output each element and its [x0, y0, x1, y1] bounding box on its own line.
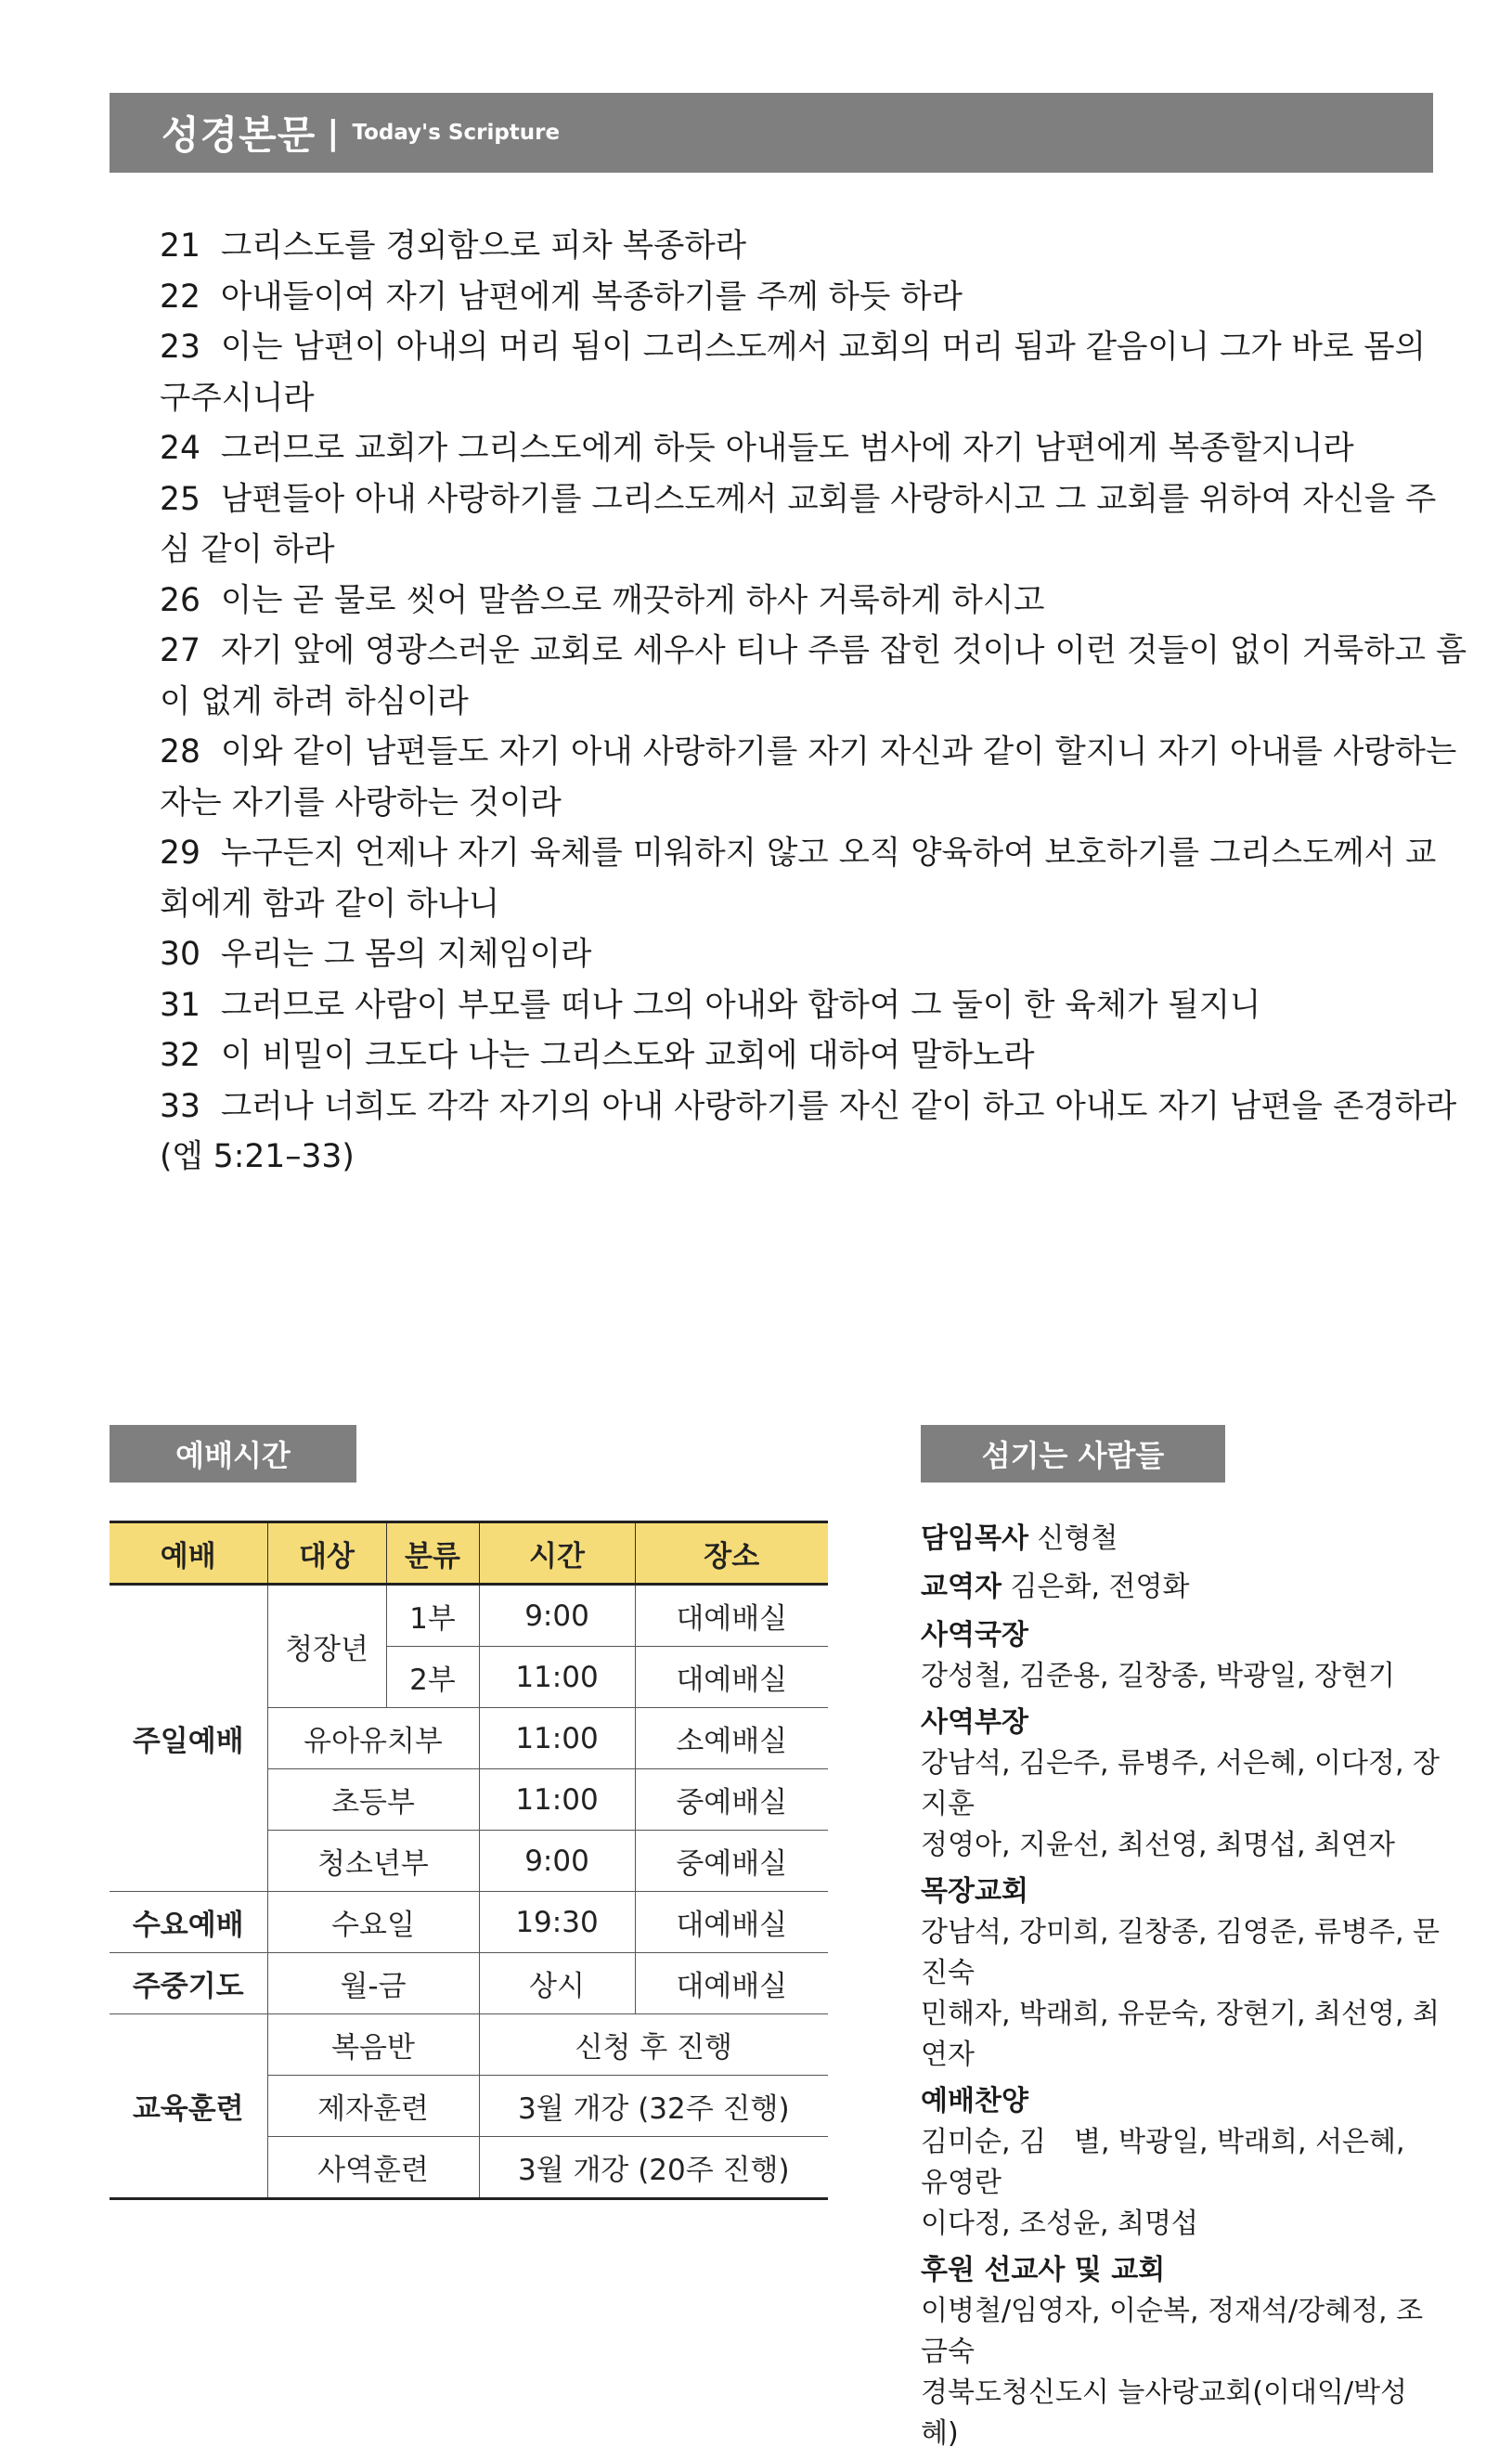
role-names: 이병철/임영자, 이순복, 정재석/강혜정, 조금숙 [921, 2295, 1424, 2368]
staff-label: 섬기는 사람들 [921, 1425, 1225, 1482]
verse-text: 자기 앞에 영광스러운 교회로 세우사 티나 주름 잡힌 것이나 이런 것들이 없이 거룩하고 흠 [220, 632, 1467, 669]
scripture-line [160, 677, 1394, 728]
time-cell: 19:30 [479, 1892, 635, 1953]
table-row [110, 2014, 828, 2076]
verse-number: 33 [160, 1087, 200, 1125]
time-cell: 9:00 [479, 1585, 635, 1647]
table-row [110, 1585, 828, 1647]
scripture-line [160, 272, 1394, 323]
place-cell: 중예배실 [635, 1831, 828, 1892]
category-sunday: 주일예배 [110, 1585, 267, 1892]
target-cell: 유아유치부 [267, 1708, 479, 1769]
verse-text: 그러므로 교회가 그리스도에게 하듯 아내들도 범사에 자기 남편에게 복종할지니라 [220, 430, 1354, 467]
verse-number: 23 [160, 329, 200, 366]
scripture-line [160, 221, 1394, 272]
time-cell: 상시 [479, 1953, 635, 2014]
role-label: 예배찬양 [921, 2085, 1028, 2117]
role-names: 경북도청신도시 늘사랑교회(이대익/박성혜) [921, 2376, 1408, 2450]
staff-missions [921, 2250, 1441, 2454]
role-names: 강남석, 김은주, 류병주, 서은혜, 이다정, 장지훈 [921, 1747, 1441, 1820]
scripture-line [160, 423, 1394, 474]
time-cell: 11:00 [479, 1647, 635, 1708]
place-cell: 대예배실 [635, 1953, 828, 2014]
role-names: 신형철 [1037, 1522, 1118, 1555]
role-names: 이다정, 조성윤, 최명섭 [921, 2208, 1198, 2240]
verse-number: 27 [160, 632, 200, 669]
role-names: 강성철, 김준용, 길창종, 박광일, 장현기 [921, 1660, 1395, 1692]
part-cell: 2부 [386, 1647, 479, 1708]
scripture-line [160, 727, 1457, 778]
verse-text: 이 비밀이 크도다 나는 그리스도와 교회에 대하여 말하노라 [220, 1037, 1035, 1074]
scripture-line [160, 576, 1394, 627]
category-education: 교육훈련 [110, 2014, 267, 2199]
verse-number: 21 [160, 227, 200, 265]
verse-text: 우리는 그 몸의 지체임이라 [220, 936, 592, 973]
header-part: 분류 [386, 1522, 479, 1585]
header-place: 장소 [635, 1522, 828, 1585]
scripture-line [160, 373, 1394, 424]
place-cell: 대예배실 [635, 1892, 828, 1953]
role-names: 정영아, 지윤선, 최선영, 최명섭, 최연자 [921, 1829, 1395, 1861]
target-cell: 복음반 [267, 2014, 479, 2076]
part-cell: 1부 [386, 1585, 479, 1647]
verse-number: 24 [160, 430, 200, 467]
verse-text: 구주시니라 [160, 379, 315, 417]
scripture-line [160, 778, 1394, 829]
verse-number: 26 [160, 581, 200, 619]
role-names: 김미순, 김 별, 박광일, 박래희, 서은혜, 유영란 [921, 2126, 1405, 2199]
role-label: 사역국장 [921, 1619, 1028, 1651]
scripture-line [160, 879, 1394, 930]
table-row [110, 1892, 828, 1953]
verse-number: 22 [160, 278, 200, 316]
target-cell: 수요일 [267, 1892, 479, 1953]
verse-text: 이는 곧 물로 씻어 말씀으로 깨끗하게 하사 거룩하게 하시고 [220, 581, 1045, 619]
verse-number: 30 [160, 936, 200, 973]
staff-list [921, 1519, 1441, 2460]
verse-text: 남편들아 아내 사랑하기를 그리스도께서 교회를 사랑하시고 그 교회를 위하여 자신을 주 [220, 480, 1437, 518]
scripture-header [110, 93, 1433, 173]
time-cell: 11:00 [479, 1769, 635, 1831]
scripture-line [160, 828, 1437, 879]
staff-shepherd [921, 1871, 1441, 2076]
target-cell: 제자훈련 [267, 2076, 479, 2137]
target-cell: 청소년부 [267, 1831, 479, 1892]
role-names: 민해자, 박래희, 유문숙, 장현기, 최선영, 최연자 [921, 1998, 1441, 2071]
table-header-row [110, 1522, 828, 1585]
staff-pastor [921, 1519, 1441, 1560]
verse-text: 이 없게 하려 하심이라 [160, 682, 469, 720]
role-label: 교역자 [921, 1571, 1002, 1603]
role-label: 후원 선교사 및 교회 [921, 2254, 1166, 2286]
scripture-line [160, 626, 1467, 677]
staff-minister [921, 1567, 1441, 1608]
verse-text: 이와 같이 남편들도 자기 아내 사랑하기를 자기 자신과 같이 할지니 자기 아내를 사랑하는 [220, 733, 1457, 770]
header-time: 시간 [479, 1522, 635, 1585]
role-label: 사역부장 [921, 1706, 1028, 1739]
scripture-line [160, 322, 1426, 373]
verse-text: 이는 남편이 아내의 머리 됨이 그리스도께서 교회의 머리 됨과 같음이니 그가 바로 몸의 [220, 329, 1426, 366]
category-wednesday: 수요예배 [110, 1892, 267, 1953]
verse-text: 그리스도를 경외함으로 피차 복종하라 [220, 227, 747, 265]
role-names: 강남석, 강미희, 길창종, 김영준, 류병주, 문진숙 [921, 1916, 1441, 1989]
staff-director [921, 1615, 1441, 1697]
header-subtitle: Today's Scripture [352, 121, 561, 145]
header-title: 성경본문 [162, 112, 317, 158]
target-cell: 초등부 [267, 1769, 479, 1831]
verse-text: 그러나 너희도 각각 자기의 아내 사랑하기를 자신 같이 하고 아내도 자기 남편을 존경하라 [220, 1087, 1457, 1125]
role-label: 목장교회 [921, 1875, 1028, 1908]
target-cell: 월-금 [267, 1953, 479, 2014]
scripture-line [160, 1081, 1457, 1133]
verse-text: 아내들이여 자기 남편에게 복종하기를 주께 하듯 하라 [220, 278, 963, 316]
target-cell: 사역훈련 [267, 2137, 479, 2199]
scripture-line [160, 1030, 1394, 1081]
header-worship: 예배 [110, 1522, 267, 1585]
header-target: 대상 [267, 1522, 386, 1585]
target-young-adult: 청장년 [267, 1585, 386, 1708]
time-cell: 9:00 [479, 1831, 635, 1892]
verse-text: 자는 자기를 사랑하는 것이라 [160, 783, 562, 822]
scripture-text [160, 221, 1467, 1183]
verse-number: 31 [160, 986, 200, 1024]
scripture-line [160, 474, 1437, 525]
scripture-line [160, 1132, 1394, 1183]
scripture-line [160, 929, 1394, 980]
verse-text: 누구든지 언제나 자기 육체를 미워하지 않고 오직 양육하여 보호하기를 그리스도께서 교 [220, 835, 1437, 872]
verse-text: 심 같이 하라 [160, 531, 335, 568]
place-cell: 중예배실 [635, 1769, 828, 1831]
staff-deputy [921, 1703, 1441, 1866]
worship-time-label: 예배시간 [110, 1425, 356, 1482]
verse-text: 그러므로 사람이 부모를 떠나 그의 아내와 합하여 그 둘이 한 육체가 될지니 [220, 986, 1261, 1024]
role-names: 김은화, 전영화 [1010, 1571, 1190, 1603]
verse-number: 32 [160, 1037, 200, 1074]
header-separator: | [327, 113, 340, 152]
place-cell: 소예배실 [635, 1708, 828, 1769]
verse-number: 25 [160, 480, 200, 518]
scripture-line [160, 980, 1394, 1031]
time-cell: 11:00 [479, 1708, 635, 1769]
place-cell: 대예배실 [635, 1647, 828, 1708]
category-weekday: 주중기도 [110, 1953, 267, 2014]
role-label: 담임목사 [921, 1522, 1028, 1555]
verse-text: (엡 5:21–33) [160, 1138, 355, 1175]
staff-praise [921, 2081, 1441, 2245]
scripture-line [160, 524, 1394, 576]
verse-text: 회에게 함과 같이 하나니 [160, 885, 500, 923]
worship-schedule-table [110, 1521, 828, 2200]
table-row [110, 1953, 828, 2014]
schedule-cell: 3월 개강 (32주 진행) [479, 2076, 828, 2137]
verse-number: 28 [160, 733, 200, 770]
verse-number: 29 [160, 835, 200, 872]
schedule-cell: 신청 후 진행 [479, 2014, 828, 2076]
place-cell: 대예배실 [635, 1585, 828, 1647]
schedule-cell: 3월 개강 (20주 진행) [479, 2137, 828, 2199]
